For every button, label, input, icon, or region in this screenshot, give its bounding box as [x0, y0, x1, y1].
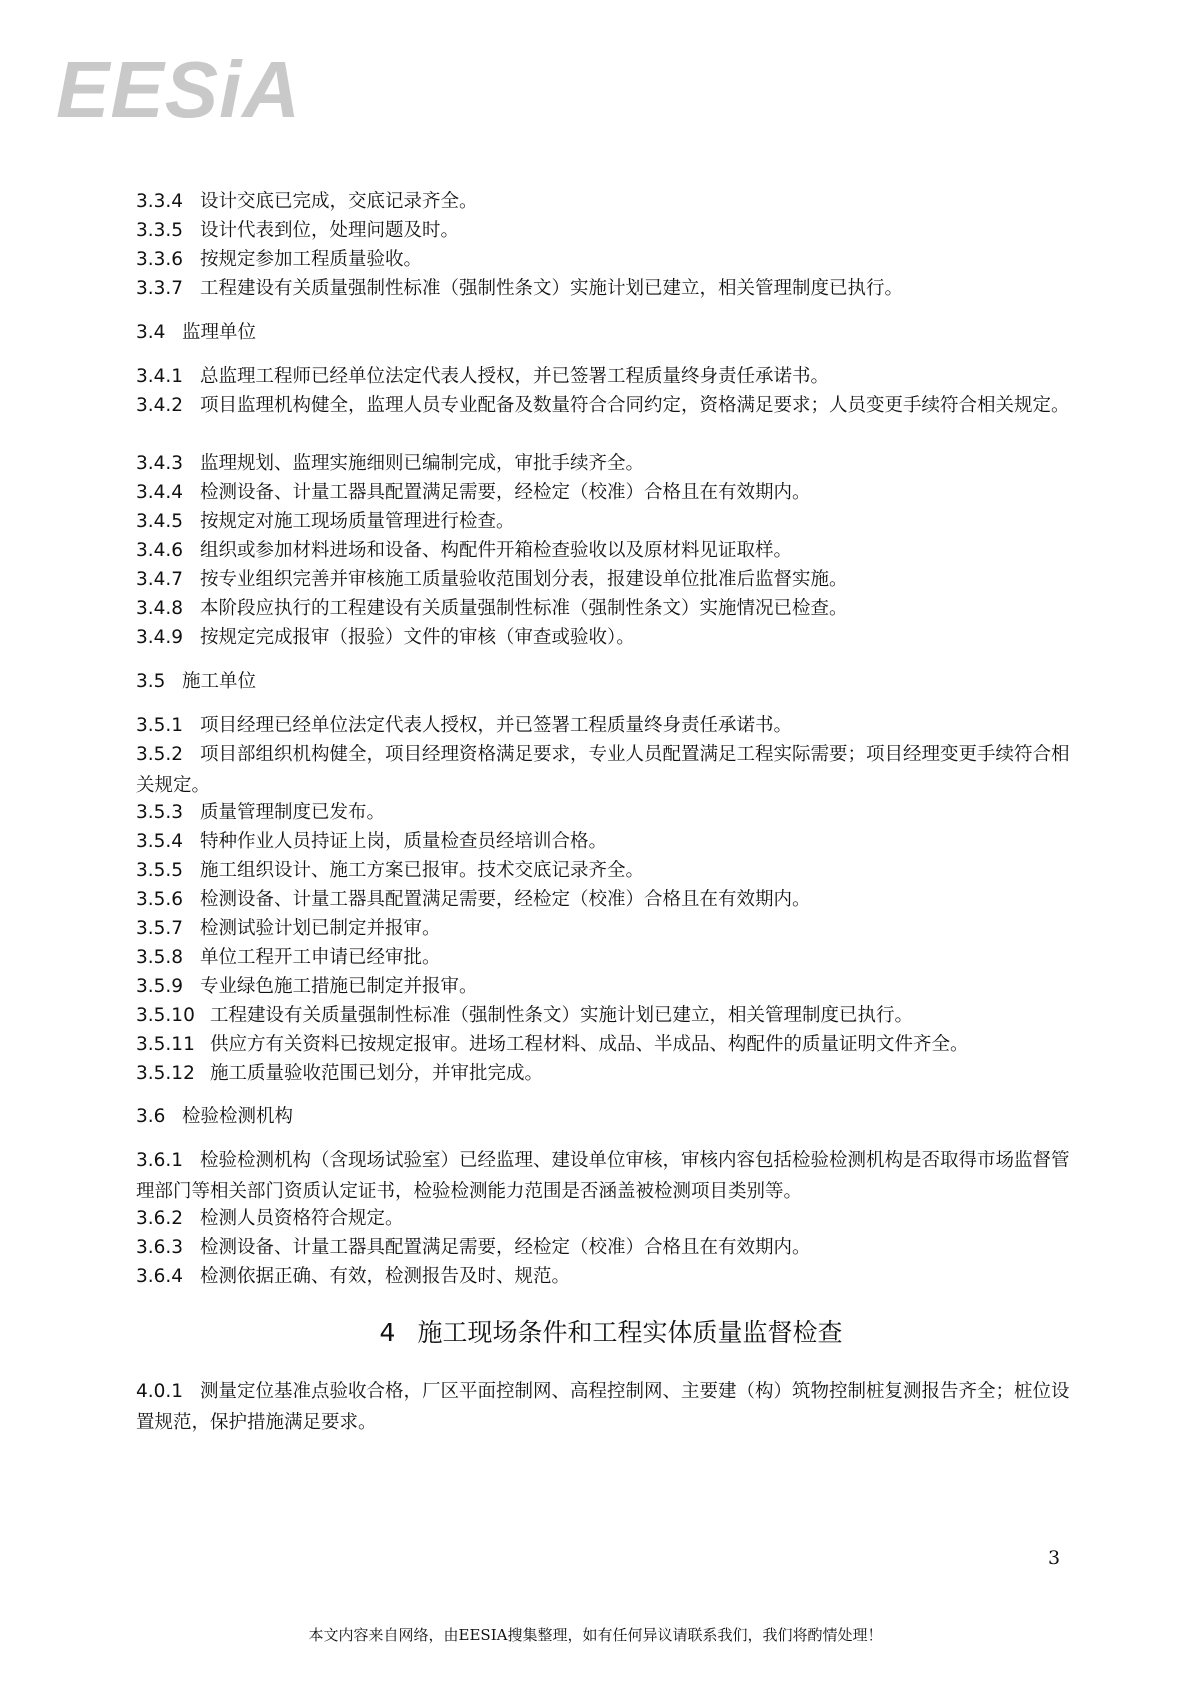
clause-3-3-7: 3.3.7 工程建设有关质量强制性标准（强制性条文）实施计划已建立，相关管理制度已执行。 [136, 278, 904, 299]
clause-3-5-5: 3.5.5 施工组织设计、施工方案已报审。技术交底记录齐全。 [136, 860, 645, 881]
section-heading-3-4: 3.4 监理单位 [136, 322, 257, 343]
clause-4-0-1: 4.0.1 测量定位基准点验收合格，厂区平面控制网、高程控制网、主要建（构）筑物控制桩复测报告齐全；桩位设置规范，保护措施满足要求。 [136, 1381, 1070, 1433]
chapter-heading-4: 4 施工现场条件和工程实体质量监督检查 [379, 1318, 843, 1347]
page-number: 3 [1048, 1547, 1061, 1569]
clause-3-4-9: 3.4.9 按规定完成报审（报验）文件的审核（审查或验收）。 [136, 627, 635, 648]
clause-3-5-7: 3.5.7 检测试验计划已制定并报审。 [136, 918, 441, 939]
clause-3-3-6: 3.3.6 按规定参加工程质量验收。 [136, 249, 423, 270]
clause-3-5-11: 3.5.11 供应方有关资料已按规定报审。进场工程材料、成品、半成品、构配件的质量证明文件齐全。 [136, 1034, 969, 1055]
section-heading-3-6: 3.6 检验检测机构 [136, 1106, 294, 1127]
clause-3-5-12: 3.5.12 施工质量验收范围已划分，并审批完成。 [136, 1063, 544, 1084]
clause-3-5-8: 3.5.8 单位工程开工申请已经审批。 [136, 947, 441, 968]
section-heading-3-5: 3.5 施工单位 [136, 671, 257, 692]
clause-3-5-10: 3.5.10 工程建设有关质量强制性标准（强制性条文）实施计划已建立，相关管理制度已执行。 [136, 1005, 914, 1026]
clause-3-4-1: 3.4.1 总监理工程师已经单位法定代表人授权，并已签署工程质量终身责任承诺书。 [136, 366, 830, 387]
footer-disclaimer: 本文内容来自网络，由EESIA搜集整理，如有任何异议请联系我们，我们将酌情处理！ [308, 1626, 883, 1644]
clause-3-6-2: 3.6.2 检测人员资格符合规定。 [136, 1208, 404, 1229]
clause-3-5-6: 3.5.6 检测设备、计量工器具配置满足需要，经检定（校准）合格且在有效期内。 [136, 889, 811, 910]
clause-3-4-6: 3.4.6 组织或参加材料进场和设备、构配件开箱检查验收以及原材料见证取样。 [136, 540, 793, 561]
clause-3-5-4: 3.5.4 特种作业人员持证上岗，质量检查员经培训合格。 [136, 831, 608, 852]
clause-3-4-2: 3.4.2 项目监理机构健全，监理人员专业配备及数量符合合同约定，资格满足要求；人员变更手续符合相关规定。 [136, 395, 1070, 416]
clause-3-4-7: 3.4.7 按专业组织完善并审核施工质量验收范围划分表，报建设单位批准后监督实施。 [136, 569, 848, 590]
clause-3-3-4: 3.3.4 设计交底已完成，交底记录齐全。 [136, 191, 478, 212]
clause-3-5-2: 3.5.2 项目部组织机构健全，项目经理资格满足要求，专业人员配置满足工程实际需要；项目经理变更手续符合相关规定。 [136, 744, 1070, 796]
clause-3-4-8: 3.4.8 本阶段应执行的工程建设有关质量强制性标准（强制性条文）实施情况已检查。 [136, 598, 848, 619]
clause-3-4-4: 3.4.4 检测设备、计量工器具配置满足需要，经检定（校准）合格且在有效期内。 [136, 482, 811, 503]
clause-3-4-5: 3.4.5 按规定对施工现场质量管理进行检查。 [136, 511, 515, 532]
eesia-logo: EESiA [56, 45, 302, 134]
clause-3-6-4: 3.6.4 检测依据正确、有效，检测报告及时、规范。 [136, 1266, 571, 1287]
clause-3-5-1: 3.5.1 项目经理已经单位法定代表人授权，并已签署工程质量终身责任承诺书。 [136, 715, 793, 736]
clause-3-4-3: 3.4.3 监理规划、监理实施细则已编制完成，审批手续齐全。 [136, 453, 645, 474]
clause-3-5-3: 3.5.3 质量管理制度已发布。 [136, 802, 386, 823]
clause-3-6-3: 3.6.3 检测设备、计量工器具配置满足需要，经检定（校准）合格且在有效期内。 [136, 1237, 811, 1258]
clause-3-3-5: 3.3.5 设计代表到位，处理问题及时。 [136, 220, 460, 241]
clause-3-6-1: 3.6.1 检验检测机构（含现场试验室）已经监理、建设单位审核，审核内容包括检验检测机构是否取得市场监督管理部门等相关部门资质认定证书，检验检测能力范围是否涵盖被检测项目类别等。 [136, 1150, 1070, 1202]
clause-3-5-9: 3.5.9 专业绿色施工措施已制定并报审。 [136, 976, 478, 997]
